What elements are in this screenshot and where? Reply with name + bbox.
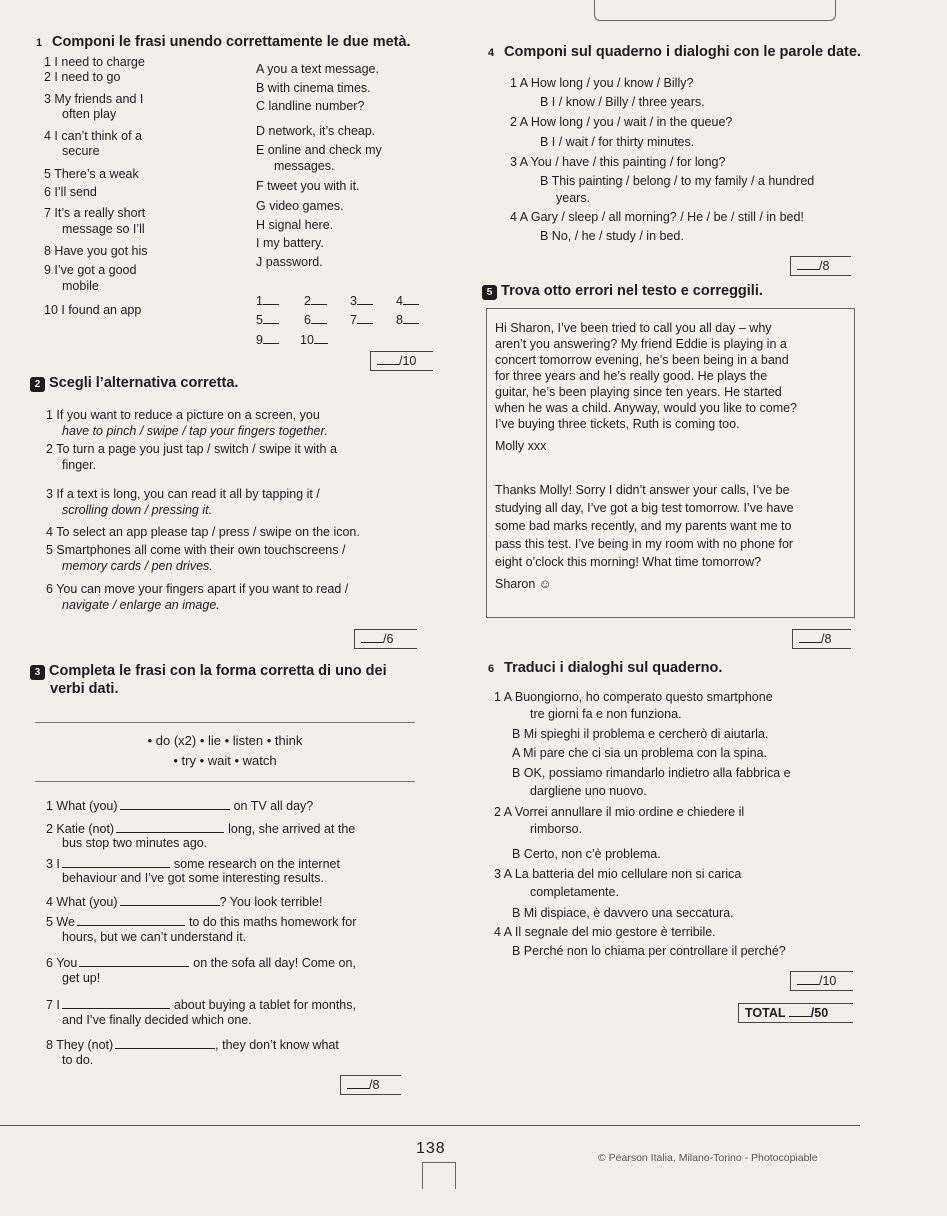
- ex4-line: B This painting / belong / to my family / a hundred: [540, 174, 815, 188]
- ex2-line: 4 To select an app please tap / press / swipe on the icon.: [46, 525, 360, 539]
- ex5-letter-line: some bad marks recently, and my parents want me to: [495, 519, 792, 533]
- ex5-score[interactable]: [792, 629, 851, 649]
- ex2-line: 2 To turn a page you just tap / switch / swipe it with a: [46, 442, 337, 456]
- ex1-left-item: 3 My friends and I: [44, 92, 144, 106]
- ex3-word-box: [35, 722, 415, 782]
- ex1-right-item: G video games.: [256, 199, 344, 213]
- answer-number: 3: [350, 294, 357, 308]
- ex3-sentence-cont: to do.: [62, 1053, 94, 1067]
- ex5-text-box: [486, 308, 855, 618]
- ex5-letter-line: guitar, he’s been playing since ten years. He started: [495, 385, 782, 399]
- ex6-line: 1 A Buongiorno, ho comperato questo smartphone: [494, 690, 773, 704]
- ex2-heading: [30, 375, 238, 392]
- ex3-score[interactable]: [340, 1075, 401, 1095]
- ex5-title: Trova otto errori nel testo e correggili.: [501, 283, 763, 299]
- ex6-line: B OK, possiamo rimandarlo indietro alla fabbrica e: [512, 766, 791, 780]
- ex3-sentence: 3 I some research on the internet: [46, 857, 340, 871]
- ex3-sentence-cont: bus stop two minutes ago.: [62, 836, 208, 850]
- ex6-line: tre giorni fa e non funziona.: [530, 707, 682, 721]
- ex2-line: 6 You can move your fingers apart if you want to read /: [46, 582, 349, 596]
- ex1-right-item: A you a text message.: [256, 62, 379, 76]
- ex3-number: 3: [30, 665, 45, 680]
- ex6-line: 3 A La batteria del mio cellulare non si carica: [494, 867, 742, 881]
- ex1-left-item: 1 I need to charge: [44, 55, 145, 69]
- ex6-line: rimborso.: [530, 822, 583, 836]
- answer-number: 9: [256, 333, 263, 347]
- ex4-score[interactable]: [790, 256, 851, 276]
- ex1-left-item: 7 It’s a really short: [44, 206, 146, 220]
- ex2-line: navigate / enlarge an image.: [62, 598, 220, 612]
- ex3-sentence: 7 I about buying a tablet for months,: [46, 998, 356, 1012]
- answer-slot[interactable]: [256, 311, 279, 328]
- ex3-heading: [30, 663, 387, 680]
- ex1-right-item: D network, it’s cheap.: [256, 124, 376, 138]
- ex1-title: Componi le frasi unendo correttamente le due metà.: [52, 34, 411, 50]
- ex3-blank[interactable]: [116, 820, 224, 833]
- ex1-left-item: 6 I’ll send: [44, 185, 97, 199]
- ex3-sentence-cont: hours, but we can’t understand it.: [62, 930, 247, 944]
- footer-rule: [0, 1125, 860, 1126]
- ex1-left-item: often play: [62, 107, 117, 121]
- ex5-number: 5: [482, 285, 497, 300]
- ex3-blank[interactable]: [120, 893, 220, 906]
- answer-number: 8: [396, 313, 403, 327]
- ex4-line: B No, / he / study / in bed.: [540, 229, 684, 243]
- ex1-left-item: 8 Have you got his: [44, 244, 148, 258]
- ex4-line: 4 A Gary / sleep / all morning? / He / be / still / in bed!: [510, 210, 804, 224]
- ex1-right-item: I my battery.: [256, 236, 324, 250]
- ex3-sentence: 1 What (you) on TV all day?: [46, 799, 314, 813]
- ex5-heading: [482, 283, 763, 300]
- ex3-sentence-cont: get up!: [62, 971, 101, 985]
- ex6-line: 4 A Il segnale del mio gestore è terribile.: [494, 925, 716, 939]
- ex2-line: have to pinch / swipe / tap your fingers together.: [62, 424, 328, 438]
- ex3-sentence-cont: behaviour and I’ve got some interesting results.: [62, 871, 324, 885]
- answer-slot[interactable]: [350, 311, 373, 328]
- ex4-line: 3 A You / have / this painting / for long?: [510, 155, 726, 169]
- ex1-score-value: /10: [399, 354, 417, 368]
- ex3-words-row: • try • wait • watch: [173, 753, 277, 768]
- ex3-title-continued: verbi dati.: [50, 681, 119, 697]
- ex2-line: memory cards / pen drives.: [62, 559, 213, 573]
- ex1-left-item: 5 There’s a weak: [44, 167, 139, 181]
- ex5-letter-line: Hi Sharon, I’ve been tried to call you all day – why: [495, 321, 772, 335]
- ex6-line: 2 A Vorrei annullare il mio ordine e chiedere il: [494, 805, 745, 819]
- ex6-score-value: /10: [819, 974, 837, 988]
- ex5-letter-line: eight o’clock this morning! What time tomorrow?: [495, 555, 762, 569]
- ex3-title: Completa le frasi con la forma corretta di uno dei: [49, 663, 387, 679]
- ex1-left-item: message so I’ll: [62, 222, 145, 236]
- ex3-blank[interactable]: [62, 996, 170, 1009]
- answer-slot[interactable]: [304, 292, 327, 309]
- ex1-left-item: 10 I found an app: [44, 303, 142, 317]
- ex2-line: 3 If a text is long, you can read it all by tapping it /: [46, 487, 320, 501]
- ex6-line: B Mi dispiace, è davvero una seccatura.: [512, 906, 734, 920]
- answer-number: 2: [304, 294, 311, 308]
- ex3-words-row: • do (x2) • lie • listen • think: [147, 733, 303, 748]
- ex4-line: 1 A How long / you / know / Billy?: [510, 76, 694, 90]
- ex4-line: B I / wait / for thirty minutes.: [540, 135, 695, 149]
- answer-number: 4: [396, 294, 403, 308]
- ex1-left-item: mobile: [62, 279, 99, 293]
- ex5-letter-line: pass this test. I’ve being in my room with no phone for: [495, 537, 794, 551]
- ex4-line: years.: [556, 191, 591, 205]
- ex3-sentence: 4 What (you) ? You look terrible!: [46, 895, 323, 909]
- total-label: TOTAL: [745, 1006, 786, 1020]
- total-score-value: /50: [810, 1006, 829, 1020]
- ex2-line: 1 If you want to reduce a picture on a screen, you: [46, 408, 320, 422]
- ex1-right-item: J password.: [256, 255, 323, 269]
- ex5-letter-line: studying all day, I’ve got a big test tomorrow. I’ve have: [495, 501, 794, 515]
- ex6-heading: [482, 660, 722, 678]
- ex5-letter-line: concert tomorrow evening, he’s been being in a band: [495, 353, 789, 367]
- ex1-left-item: 2 I need to go: [44, 70, 121, 84]
- ex6-line: B Certo, non c’è problema.: [512, 847, 661, 861]
- ex6-line: dargliene uno nuovo.: [530, 784, 647, 798]
- ex3-sentence: 8 They (not) , they don’t know what: [46, 1038, 339, 1052]
- answer-slot[interactable]: [256, 292, 279, 309]
- ex1-right-item: E online and check my: [256, 143, 382, 157]
- answer-number: 7: [350, 313, 357, 327]
- ex1-heading: [30, 34, 411, 52]
- ex2-score-value: /6: [383, 632, 394, 646]
- ex1-right-item: messages.: [274, 159, 335, 173]
- ex1-right-item: C landline number?: [256, 99, 365, 113]
- ex3-score-value: /8: [369, 1078, 380, 1092]
- answer-number: 6: [304, 313, 311, 327]
- ex1-number: 1: [35, 37, 43, 49]
- ex3-sentence: 6 You on the sofa all day! Come on,: [46, 956, 356, 970]
- ex2-line: scrolling down / pressing it.: [62, 503, 213, 517]
- ex4-title: Componi sul quaderno i dialoghi con le parole date.: [504, 44, 861, 60]
- ex3-blank[interactable]: [115, 1036, 215, 1049]
- ex4-number: 4: [487, 47, 495, 59]
- answer-slot[interactable]: [256, 331, 279, 348]
- copyright-notice: © Pearson Italia, Milano-Torino - Photocopiable: [598, 1152, 818, 1164]
- ex2-line: 5 Smartphones all come with their own touchscreens /: [46, 543, 346, 557]
- ex5-letter-line: aren’t you answering? My friend Eddie is playing in a: [495, 337, 787, 351]
- ex5-letter-signature: Molly xxx: [495, 439, 547, 453]
- ex6-number: 6: [487, 663, 495, 675]
- ex5-letter-signature: Sharon ☺: [495, 577, 552, 591]
- ex5-letter-line: Thanks Molly! Sorry I didn’t answer your calls, I’ve be: [495, 483, 790, 497]
- ex1-left-item: 4 I can’t think of a: [44, 129, 142, 143]
- ex4-heading: [482, 44, 861, 62]
- answer-slot[interactable]: [350, 292, 373, 309]
- page-number: 138: [416, 1140, 446, 1157]
- ex4-score-value: /8: [819, 259, 830, 273]
- answer-number: 5: [256, 313, 263, 327]
- answer-number: 10: [300, 333, 314, 347]
- ex4-line: B I / know / Billy / three years.: [540, 95, 705, 109]
- ex3-blank[interactable]: [62, 855, 170, 868]
- ex2-title: Scegli l’alternativa corretta.: [49, 375, 239, 391]
- page-tab: [422, 1162, 456, 1189]
- answer-slot[interactable]: [300, 331, 328, 348]
- ex6-title: Traduci i dialoghi sul quaderno.: [504, 660, 723, 676]
- ex1-left-item: 9 I’ve got a good: [44, 263, 137, 277]
- ex6-line: B Perché non lo chiama per controllare il perché?: [512, 944, 786, 958]
- ex5-letter-line: I’ve buying three tickets, Ruth is coming too.: [495, 417, 740, 431]
- ex3-blank[interactable]: [79, 954, 189, 967]
- ex2-score[interactable]: [354, 629, 417, 649]
- total-score[interactable]: [738, 1003, 853, 1023]
- ex1-right-item: F tweet you with it.: [256, 179, 360, 193]
- ex1-right-item: B with cinema times.: [256, 81, 371, 95]
- ex3-sentence-cont: and I’ve finally decided which one.: [62, 1013, 252, 1027]
- ex6-line: B Mi spieghi il problema e cercherò di aiutarla.: [512, 727, 769, 741]
- ex3-sentence: 2 Katie (not) long, she arrived at the: [46, 822, 356, 836]
- header-box: [594, 0, 836, 21]
- ex4-line: 2 A How long / you / wait / in the queue?: [510, 115, 733, 129]
- ex3-sentence: 5 We to do this maths homework for: [46, 915, 357, 929]
- ex3-blank[interactable]: [120, 797, 230, 810]
- ex2-number: 2: [30, 377, 45, 392]
- ex1-left-item: secure: [62, 144, 100, 158]
- ex6-line: completamente.: [530, 885, 619, 899]
- answer-slot[interactable]: [304, 311, 327, 328]
- ex1-right-item: H signal here.: [256, 218, 334, 232]
- ex5-score-value: /8: [821, 632, 832, 646]
- ex3-blank[interactable]: [77, 913, 185, 926]
- ex6-line: A Mi pare che ci sia un problema con la spina.: [512, 746, 767, 760]
- answer-slot[interactable]: [396, 292, 419, 309]
- ex1-score[interactable]: [370, 351, 433, 371]
- answer-slot[interactable]: [396, 311, 419, 328]
- answer-number: 1: [256, 294, 263, 308]
- ex2-line: finger.: [62, 458, 97, 472]
- ex5-letter-line: when he was a child. Anyway, would you like to come?: [495, 401, 798, 415]
- ex5-letter-line: for three years and he’s really good. He plays the: [495, 369, 768, 383]
- ex6-score[interactable]: [790, 971, 853, 991]
